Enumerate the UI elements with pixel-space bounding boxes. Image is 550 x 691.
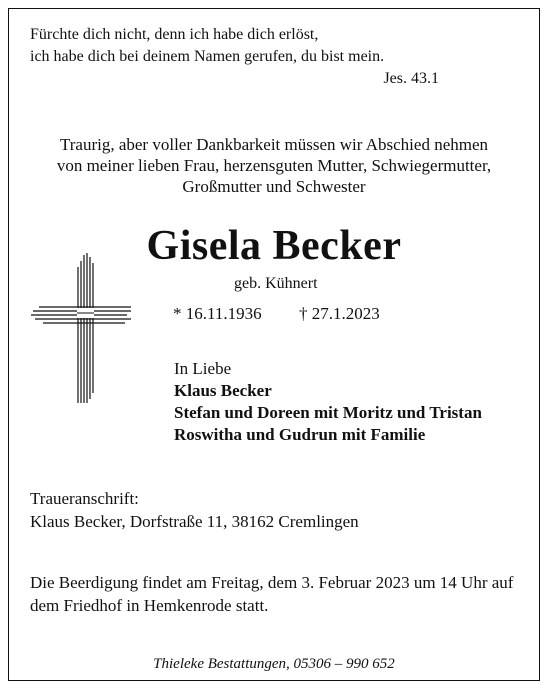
condolence-address: [30, 487, 359, 533]
intro-text: [9, 134, 539, 197]
mourner-name: Stefan und Doreen mit Moritz und Tristan: [174, 403, 482, 422]
bible-verse: [30, 24, 384, 68]
undertaker-footer: Thieleke Bestattungen, 05306 – 990 652: [153, 656, 395, 672]
intro-line-3: Großmutter und Schwester: [182, 177, 366, 196]
address-value: Klaus Becker, Dorfstraße 11, 38162 Cremlingen: [30, 512, 359, 531]
obituary-notice: [8, 8, 540, 681]
intro-line-1: Traurig, aber voller Dankbarkeit müssen wir Abschied nehmen: [59, 135, 489, 154]
death-date: † 27.1.2023: [299, 304, 380, 323]
birth-date: * 16.11.1936: [173, 304, 262, 323]
verse-line-1: Fürchte dich nicht, denn ich habe dich erlöst,: [30, 26, 319, 43]
intro-line-2: von meiner lieben Frau, herzensguten Mutter, Schwiegermutter,: [56, 156, 492, 175]
mourner-name: Klaus Becker: [174, 381, 272, 400]
funeral-line-1: Die Beerdigung findet am Freitag, dem 3. Februar 2023 um 14 Uhr auf: [30, 573, 514, 592]
mourners-heading: In Liebe: [174, 359, 232, 378]
verse-reference: Jes. 43.1: [383, 70, 439, 87]
funeral-info: [30, 571, 513, 617]
maiden-name: geb. Kühnert: [234, 275, 318, 292]
line-cross-icon: [31, 253, 131, 408]
mourners-list: [174, 358, 482, 446]
verse-line-2: ich habe dich bei deinem Namen gerufen, du bist mein.: [30, 48, 385, 65]
funeral-line-2: dem Friedhof in Hemkenrode statt.: [30, 596, 269, 615]
mourner-name: Roswitha und Gudrun mit Familie: [174, 425, 426, 444]
deceased-name: Gisela Becker: [146, 223, 402, 269]
address-label: Traueranschrift:: [30, 489, 139, 508]
